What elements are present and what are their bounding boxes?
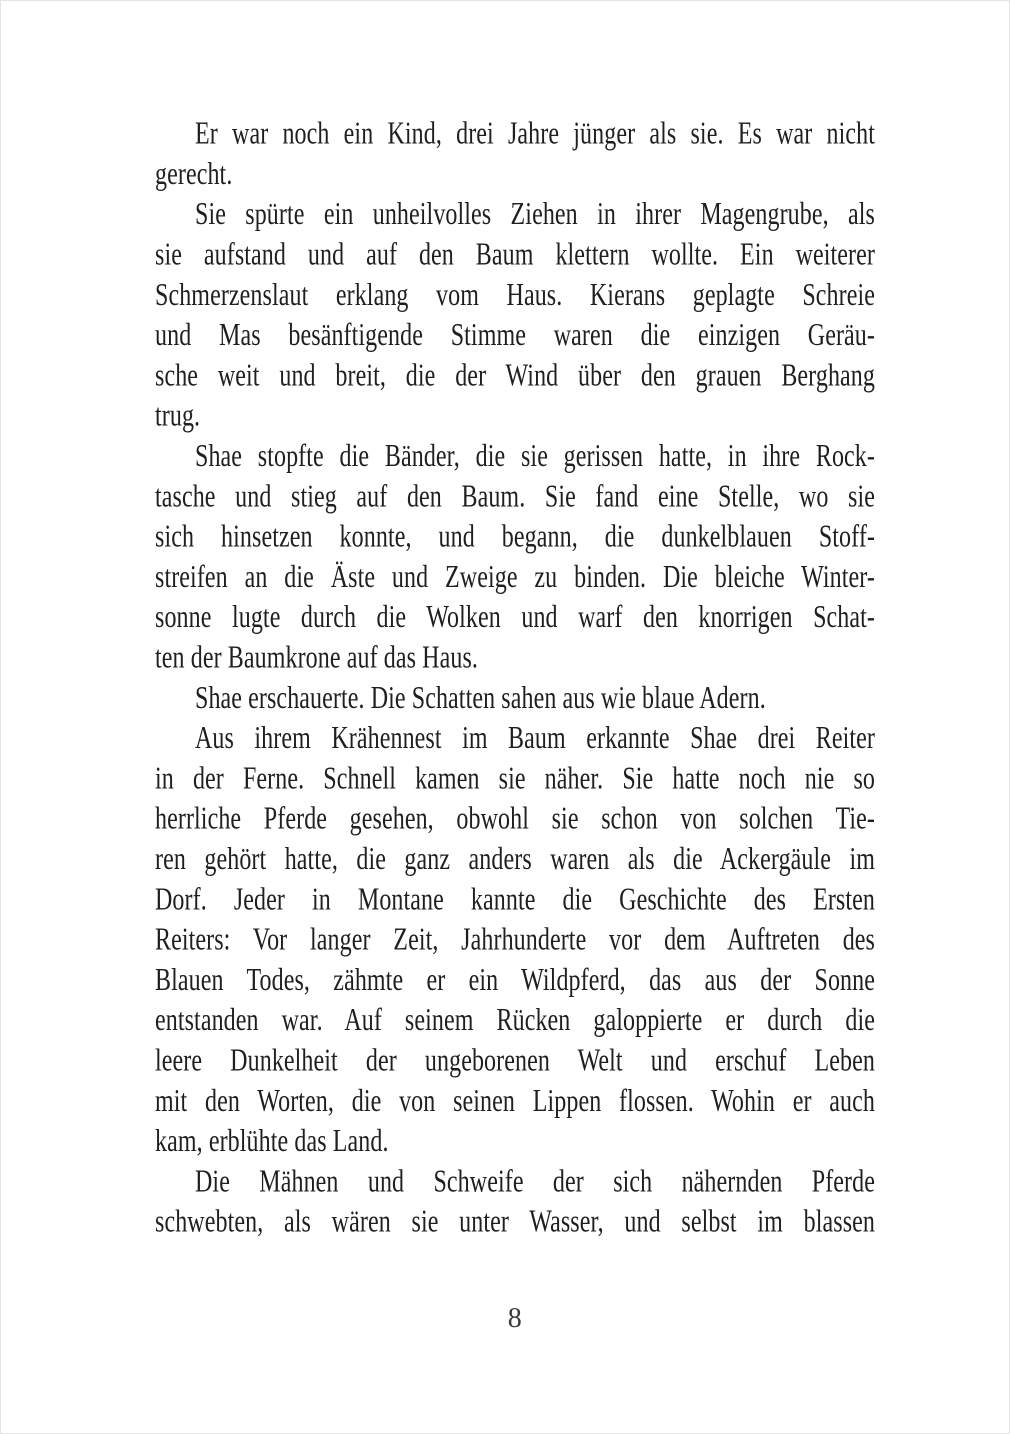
text-line: schwebten, als wären sie unter Wasser, und selbst im blassen [155,1205,875,1240]
text-line: ren gehört hatte, die ganz anders waren als die Ackergäule im [155,843,875,877]
text-line: Dorf. Jeder in Montane kannte die Geschichte des Ersten [155,883,875,918]
text-line: in der Ferne. Schnell kamen sie näher. Sie hatte noch nie so [155,762,875,797]
text-line: sie aufstand und auf den Baum klettern wollte. Ein weiterer [155,238,875,273]
page-number: 8 [507,1303,523,1334]
text-line: Er war noch ein Kind, drei Jahre jünger als sie. Es war nicht [195,117,875,152]
paragraph [155,437,875,679]
text-line: trug. [155,399,201,434]
text-line: Schmerzenslaut erklang vom Haus. Kierans geplagte Schreie [155,278,875,313]
text-line: und Mas besänftigende Stimme waren die einzigen Geräu- [155,319,875,353]
text-line: Blauen Todes, zähmte er ein Wildpferd, das aus der Sonne [155,963,875,998]
text-line: leere Dunkelheit der ungeborenen Welt und erschuf Leben [155,1044,875,1079]
text-line: ten der Baumkrone auf das Haus. [155,641,478,676]
text-line: sich hinsetzen konnte, und begann, die dunkelblauen Stoff- [155,520,875,555]
paragraph [155,720,875,1163]
text-line: Shae erschauerte. Die Schatten sahen aus wie blaue Adern. [195,681,766,716]
text-line: entstanden war. Auf seinem Rücken galoppierte er durch die [155,1004,875,1038]
text-line: Aus ihrem Krähennest im Baum erkannte Shae drei Reiter [195,722,875,756]
text-line: sonne lugte durch die Wolken und warf den knorrigen Schat- [155,601,875,635]
text-line: herrliche Pferde gesehen, obwohl sie schon von solchen Tie- [155,802,875,837]
text-line: Die Mähnen und Schweife der sich nähernden Pferde [195,1165,875,1200]
text-line: streifen an die Äste und Zweige zu binden. Die bleiche Winter- [155,560,875,595]
text-line: mit den Worten, die von seinen Lippen flossen. Wohin er auch [155,1084,875,1119]
text-line: Reiters: Vor langer Zeit, Jahrhunderte vor dem Auftreten des [155,923,875,958]
text-line: Shae stopfte die Bänder, die sie gerissen hatte, in ihre Rock- [195,440,875,474]
text-line: sche weit und breit, die der Wind über den grauen Berghang [155,359,875,394]
page-text [155,115,875,1243]
text-line: Sie spürte ein unheilvolles Ziehen in ihrer Magengrube, als [195,198,875,232]
paragraph [155,196,875,438]
paragraph [155,115,875,196]
text-line: tasche und stieg auf den Baum. Sie fand eine Stelle, wo sie [155,480,875,515]
paragraph [155,679,875,719]
paragraph [155,1163,875,1244]
text-line: kam, erblühte das Land. [155,1125,389,1159]
text-line: gerecht. [155,157,233,192]
